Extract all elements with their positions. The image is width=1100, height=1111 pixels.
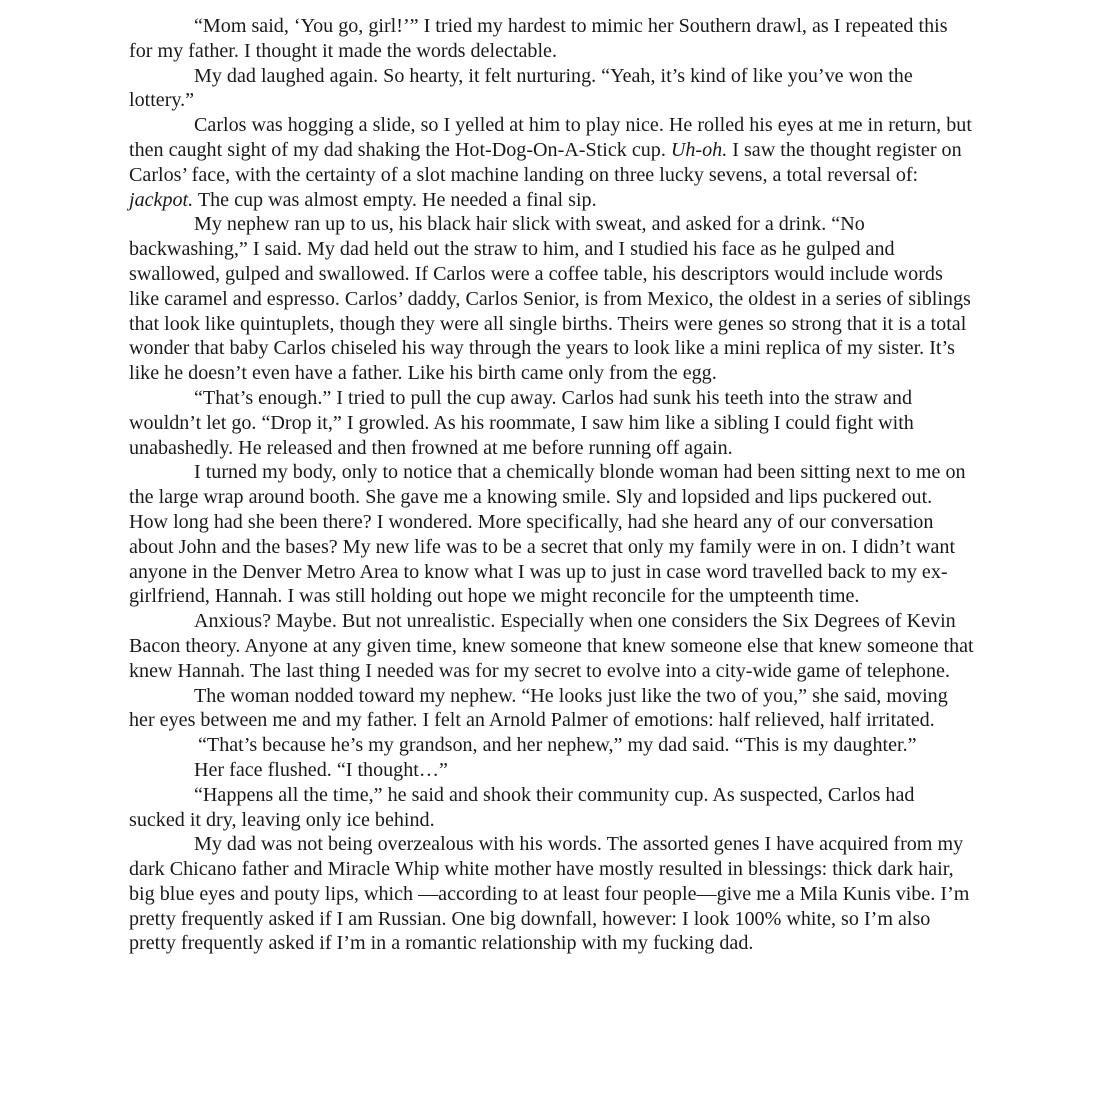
- paragraph: [129, 758, 974, 783]
- document-page: [129, 14, 974, 956]
- text-segment: The woman nodded toward my nephew. “He looks just like the two of you,” she said, moving her eyes between me and my father. I felt an Arnold Palmer of emotions: half relieved, half irritated.: [129, 684, 948, 732]
- text-segment: Her face flushed. “I thought…”: [194, 758, 448, 781]
- paragraph: [129, 386, 974, 460]
- paragraph: [129, 14, 974, 64]
- text-segment: My nephew ran up to us, his black hair slick with sweat, and asked for a drink. “No backwashing,” I said. My dad held out the straw to him, and I studied his face as he gulped and swallowed, gulped and swallowed. If Carlos were a coffee table, his descriptors would include words like caramel and espresso. Carlos’ daddy, Carlos Senior, is from Mexico, the oldest in a series of siblings that look like quintuplets, though they were all single births. Theirs were genes so strong that it is a total wonder that baby Carlos chiseled his way through the years to look like a mini replica of my sister. It’s like he doesn’t even have a father. Like his birth came only from the egg.: [129, 213, 971, 385]
- text-segment: “That’s enough.” I tried to pull the cup away. Carlos had sunk his teeth into the straw and wouldn’t let go. “Drop it,” I growled. As his roommate, I saw him like a sibling I could fight with unabashedly. He released and then frowned at me before running off again.: [129, 386, 914, 459]
- text-segment: Carlos was hogging a slide, so I yelled at him to play nice. He rolled his eyes at me in return, but then caught sight of my dad shaking the Hot-Dog-On-A-Stick cup.: [129, 114, 972, 161]
- paragraph: [129, 733, 974, 758]
- text-segment: I saw the thought register on Carlos’ face, with the certainty of a slot machine landing on three lucky sevens, a total reversal of:: [129, 138, 962, 186]
- text-segment: Anxious? Maybe. But not unrealistic. Especially when one considers the Six Degrees of Kevin Bacon theory. Anyone at any given time, knew someone that knew someone else that knew someone that knew Hannah. The last thing I needed was for my secret to evolve into a city-wide game of telephone.: [129, 610, 974, 682]
- paragraph: [129, 212, 974, 386]
- text-segment: The cup was almost empty. He needed a final sip.: [193, 188, 597, 211]
- italic-text: Uh-oh.: [670, 138, 728, 161]
- italic-text: jackpot.: [129, 188, 194, 211]
- text-segment: I turned my body, only to notice that a chemically blonde woman had been sitting next to me on the large wrap around booth. She gave me a knowing smile. Sly and lopsided and lips puckered out. How long had she been there? I wondered. More specifically, had she heard any of our conversation about John and the bases? My new life was to be a secret that only my family were in on. I didn’t want anyone in the Denver Metro Area to know what I was up to just in case word travelled back to my ex-girlfriend, Hannah. I was still holding out hope we might reconcile for the umpteenth time.: [129, 461, 966, 608]
- text-segment: “Happens all the time,” he said and shook their community cup. As suspected, Carlos had sucked it dry, leaving only ice behind.: [129, 783, 915, 831]
- paragraph: [129, 460, 974, 609]
- text-segment: “That’s because he’s my grandson, and her nephew,” my dad said. “This is my daughter.”: [198, 734, 917, 757]
- text-segment: “Mom said, ‘You go, girl!’” I tried my hardest to mimic her Southern drawl, as I repeated this for my father. I thought it made the words delectable.: [129, 15, 948, 62]
- paragraph: [129, 64, 974, 114]
- paragraph: [129, 113, 974, 212]
- text-segment: My dad laughed again. So hearty, it felt nurturing. “Yeah, it’s kind of like you’ve won the lottery.”: [129, 64, 913, 112]
- paragraph: [129, 609, 974, 683]
- text-segment: My dad was not being overzealous with his words. The assorted genes I have acquired from my dark Chicano father and Miracle Whip white mother have mostly resulted in blessings: thick dark hair, big blue eyes and pouty lips, which —according to at least four people—give me a Mila Kunis vibe. I’m pretty frequently asked if I am Russian. One big downfall, however: I look 100% white, so I’m also pretty frequently asked if I’m in a romantic relationship with my fucking dad.: [129, 833, 970, 955]
- paragraph: [129, 832, 974, 956]
- paragraph: [129, 684, 974, 734]
- paragraph: [129, 783, 974, 833]
